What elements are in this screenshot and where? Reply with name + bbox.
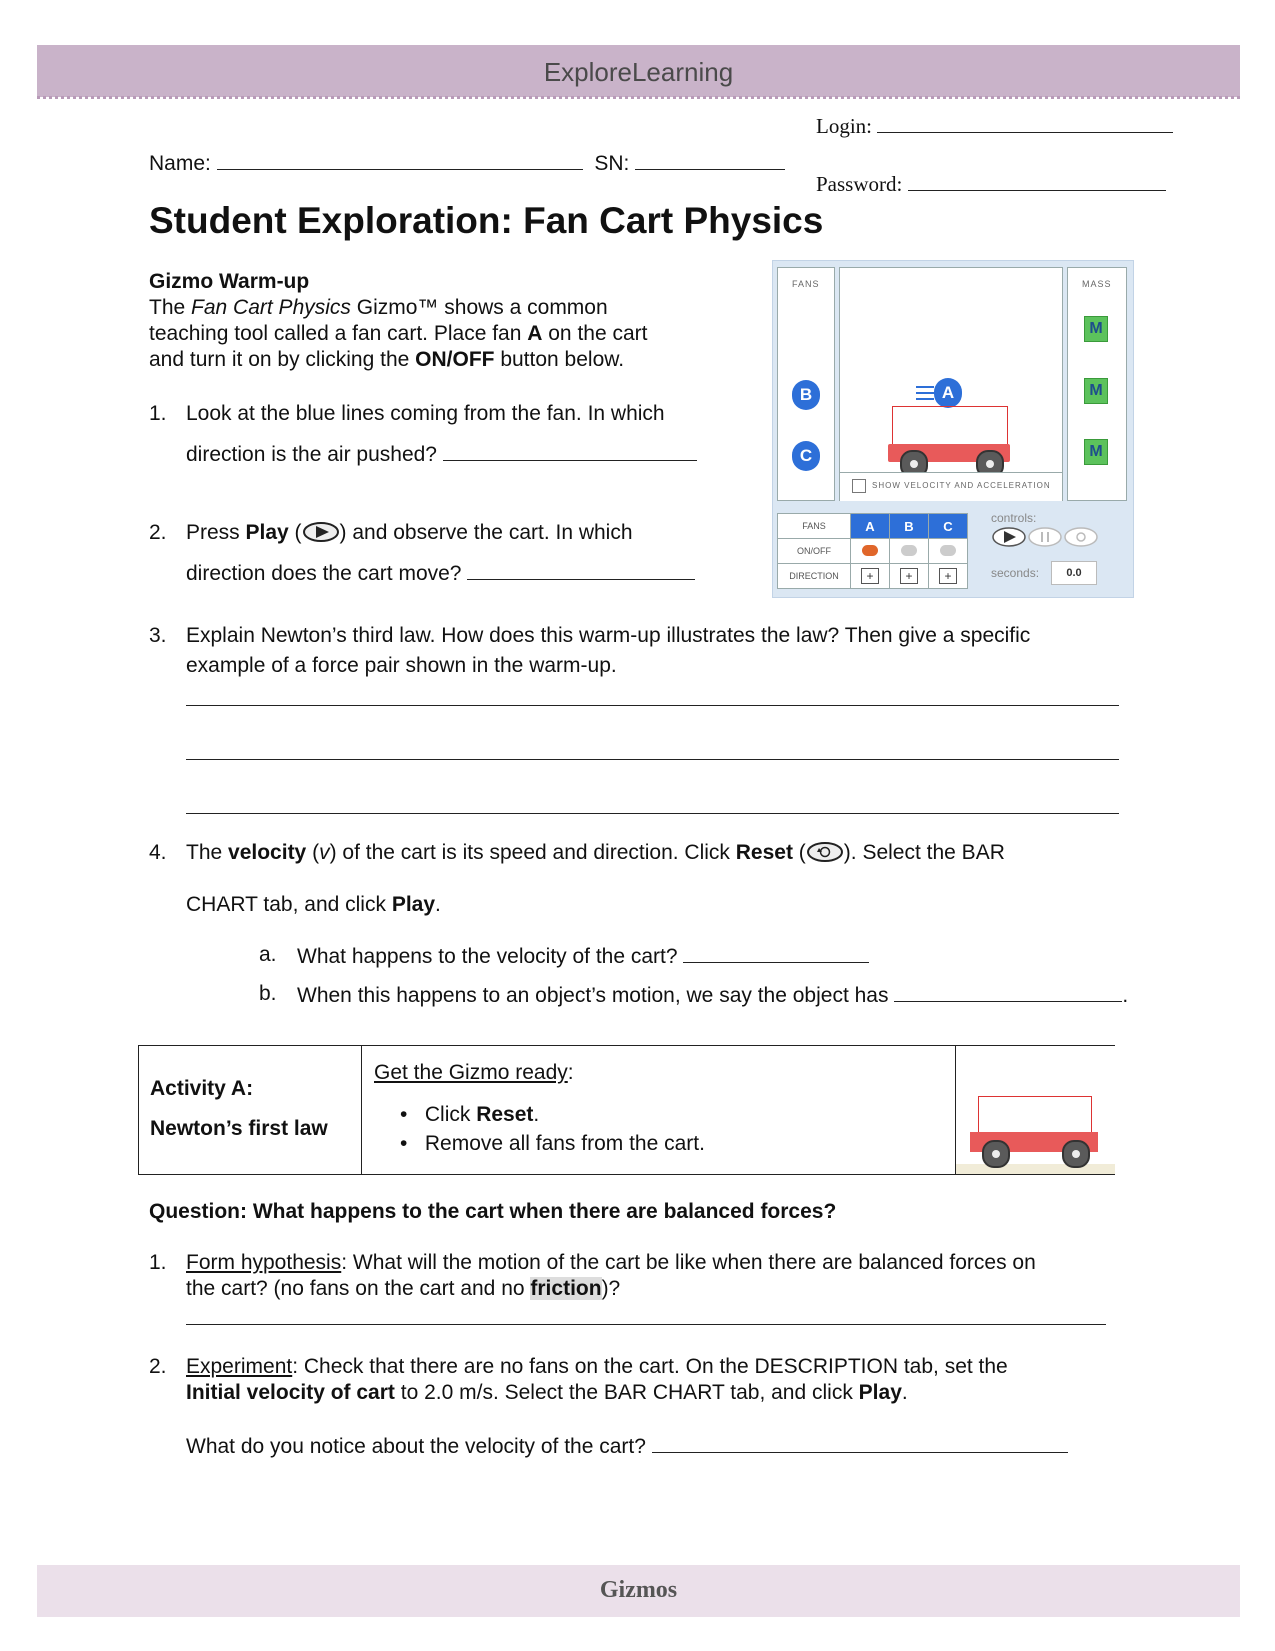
activity-bullet-2: • Remove all fans from the cart. — [400, 1132, 705, 1155]
p2-number: 2. — [149, 1355, 167, 1378]
cart-wheel-icon — [982, 1140, 1010, 1168]
p2-play: Play — [858, 1381, 902, 1404]
q3-text — [186, 623, 1126, 679]
question-heading: Question: What happens to the cart when there are balanced forces? — [149, 1200, 837, 1223]
pause-icon[interactable] — [1029, 528, 1061, 546]
q4-text — [186, 840, 1126, 918]
track-floor — [956, 1164, 1115, 1174]
p1-number: 1. — [149, 1251, 167, 1274]
q2-line: direction does the cart move? — [186, 562, 462, 585]
table-fans-label: FANS — [778, 514, 851, 539]
friction-term: friction — [530, 1277, 602, 1300]
p2-text-part: : Check that there are no fans on the cart. On the DESCRIPTION tab, set the — [292, 1355, 1008, 1378]
password-row — [816, 170, 1166, 197]
fan-c-button[interactable]: C — [792, 441, 820, 471]
form-hypothesis-heading: Form hypothesis — [186, 1251, 342, 1274]
intro-text: button below. — [494, 348, 625, 371]
q4-text-part: The — [186, 841, 229, 864]
intro-gizmo-name: Fan Cart Physics — [191, 296, 351, 319]
q4b-text: When this happens to an object’s motion, we say the object has — [297, 984, 889, 1007]
intro-text: The — [149, 296, 192, 319]
direction-plus-icon: + — [939, 568, 957, 584]
q4-text-part: ). Select the BAR — [843, 841, 1005, 864]
p2-text-part: to 2.0 m/s. Select the BAR CHART tab, and click — [394, 1381, 859, 1404]
q4a-row — [297, 942, 869, 970]
direction-plus-icon: + — [900, 568, 918, 584]
bullet-text: Remove all fans from the cart. — [424, 1132, 705, 1155]
fans-label: FANS — [792, 279, 820, 289]
playback-controls — [991, 525, 1103, 549]
cart-frame — [892, 406, 1008, 445]
bullet-text: Click — [424, 1103, 477, 1126]
warmup-heading: Gizmo Warm-up — [149, 270, 310, 293]
reset-icon[interactable] — [1065, 528, 1097, 546]
activity-bullet-1: • Click Reset. — [400, 1103, 540, 1126]
direction-b-cell[interactable] — [890, 564, 929, 589]
q4-v: v — [319, 841, 330, 864]
fan-a-on-cart[interactable]: A — [934, 378, 962, 408]
q2-number: 2. — [149, 521, 167, 544]
activity-box — [138, 1045, 1115, 1175]
p2-text-part: . — [901, 1381, 908, 1404]
col-fan-c: C — [929, 514, 968, 539]
q4b-answer-line[interactable] — [894, 981, 1122, 1002]
direction-c-cell[interactable] — [929, 564, 968, 589]
name-label: Name: — [149, 152, 211, 175]
name-field[interactable] — [217, 149, 583, 170]
q2-text-part: Press — [186, 521, 246, 544]
q2-text-part: ( — [288, 521, 302, 544]
show-velocity-checkbox[interactable] — [852, 479, 866, 493]
activity-cart-image — [955, 1046, 1115, 1174]
ready-colon: : — [567, 1061, 574, 1084]
q2-answer-line[interactable] — [467, 559, 695, 580]
mass-block-button[interactable]: M — [1084, 439, 1108, 465]
cart-wheel-icon — [1062, 1140, 1090, 1168]
cart-frame — [978, 1096, 1092, 1133]
q4a-answer-line[interactable] — [683, 942, 869, 963]
onoff-off-icon — [940, 545, 956, 556]
page-title: Student Exploration: Fan Cart Physics — [149, 200, 824, 241]
q4b-letter: b. — [259, 982, 277, 1005]
footer-bar — [37, 1565, 1240, 1617]
intro-text: teaching tool called a fan cart. Place fan — [149, 322, 528, 345]
q4-play: Play — [391, 893, 436, 916]
q3-line: example of a force pair shown in the warm-up. — [186, 654, 617, 677]
q1-number: 1. — [149, 402, 167, 425]
header-divider — [37, 96, 1240, 99]
q4-number: 4. — [149, 841, 167, 864]
onoff-c-cell[interactable] — [929, 539, 968, 564]
controls-label: controls: — [991, 511, 1037, 525]
intro-text: and turn it on by clicking the — [149, 348, 416, 371]
activity-ready — [374, 1060, 574, 1086]
mass-panel — [1067, 267, 1127, 501]
activity-instructions-cell — [362, 1046, 954, 1174]
q1-line: direction is the air pushed? — [186, 443, 437, 466]
onoff-a-cell[interactable] — [851, 539, 890, 564]
p1-text-part: : What will the motion of the cart be like when there are balanced forces on — [341, 1251, 1036, 1274]
seconds-value: 0.0 — [1051, 561, 1097, 585]
q4b-period: . — [1122, 984, 1129, 1007]
p1-text-part: )? — [601, 1277, 621, 1300]
bullet-reset: Reset — [476, 1103, 534, 1126]
initial-velocity-term: Initial velocity of cart — [186, 1381, 395, 1404]
mass-label: MASS — [1082, 279, 1112, 289]
gizmo-simulation — [772, 260, 1134, 598]
warmup-intro — [149, 269, 709, 373]
intro-text: Gizmo™ shows a common — [350, 296, 608, 319]
q4a-letter: a. — [259, 943, 277, 966]
track-panel — [839, 267, 1063, 501]
p2-answer-line[interactable] — [652, 1432, 1068, 1453]
play-button-icon — [302, 522, 340, 542]
login-field[interactable] — [877, 112, 1173, 133]
reset-button-icon — [806, 842, 844, 862]
intro-onoff: ON/OFF — [415, 348, 495, 371]
col-fan-a: A — [851, 514, 890, 539]
intro-fan-a: A — [527, 322, 543, 345]
header-bar — [37, 45, 1240, 97]
table-direction-label: DIRECTION — [778, 564, 851, 589]
q4-text-part: . — [435, 893, 441, 916]
p2-text — [186, 1354, 1126, 1460]
q3-answer-line[interactable] — [186, 759, 1119, 760]
q4-reset: Reset — [735, 841, 793, 864]
q2-text-part: ) and observe the cart. In which — [339, 521, 633, 544]
intro-text: on the cart — [542, 322, 648, 345]
p1-answer-line[interactable] — [186, 1324, 1106, 1325]
password-field[interactable] — [908, 170, 1166, 191]
velocity-checkbox-row — [840, 472, 1062, 501]
q4-text-part: CHART tab, and click — [186, 893, 392, 916]
q4-text-part: ( — [306, 841, 320, 864]
experiment-heading: Experiment — [186, 1355, 293, 1378]
fans-panel — [777, 267, 835, 501]
fan-controls-table — [777, 513, 968, 589]
activity-subtitle: Newton’s first law — [150, 1117, 328, 1140]
password-label: Password: — [816, 172, 903, 196]
login-row — [816, 112, 1173, 139]
q1-line: Look at the blue lines coming from the fan. In which — [186, 402, 665, 425]
mass-block-button[interactable]: M — [1084, 378, 1108, 404]
onoff-b-cell[interactable] — [890, 539, 929, 564]
q1-answer-line[interactable] — [443, 440, 697, 461]
onoff-off-icon — [901, 545, 917, 556]
show-velocity-label: SHOW VELOCITY AND ACCELERATION — [872, 481, 1051, 490]
bullet-text: . — [533, 1103, 540, 1126]
col-fan-b: B — [890, 514, 929, 539]
fan-b-button[interactable]: B — [792, 380, 820, 410]
q4a-text: What happens to the velocity of the cart? — [297, 945, 678, 968]
q3-answer-line[interactable] — [186, 705, 1119, 706]
activity-label: Activity A: — [150, 1077, 254, 1100]
q4-text-part: ( — [792, 841, 806, 864]
q2-text — [186, 520, 726, 587]
sn-field[interactable] — [635, 149, 785, 170]
activity-label-cell — [139, 1046, 362, 1174]
sn-label: SN: — [594, 152, 630, 175]
q3-answer-line[interactable] — [186, 813, 1119, 814]
q4b-row — [297, 981, 1128, 1009]
p2-question: What do you notice about the velocity of the cart? — [186, 1435, 646, 1458]
q1-text — [186, 401, 726, 468]
mass-block-button[interactable]: M — [1084, 316, 1108, 342]
q3-number: 3. — [149, 624, 167, 647]
table-onoff-label: ON/OFF — [778, 539, 851, 564]
q4-velocity: velocity — [228, 841, 307, 864]
q4-text-part: ) of the cart is its speed and direction. Click — [329, 841, 736, 864]
name-row — [149, 149, 785, 177]
ready-heading: Get the Gizmo ready — [374, 1061, 568, 1084]
p1-text — [186, 1250, 1126, 1302]
explorelearning-logo: ExploreLearning — [543, 57, 734, 87]
gizmos-logo: Gizmos — [599, 1577, 678, 1603]
q2-play-word: Play — [245, 521, 289, 544]
login-label: Login: — [816, 114, 872, 138]
seconds-label: seconds: — [991, 566, 1040, 580]
p1-text-part: the cart? (no fans on the cart and no — [186, 1277, 531, 1300]
onoff-on-icon — [862, 545, 878, 556]
q3-line: Explain Newton’s third law. How does this warm-up illustrates the law? Then give a specific — [186, 624, 1031, 647]
direction-plus-icon: + — [861, 568, 879, 584]
direction-a-cell[interactable] — [851, 564, 890, 589]
